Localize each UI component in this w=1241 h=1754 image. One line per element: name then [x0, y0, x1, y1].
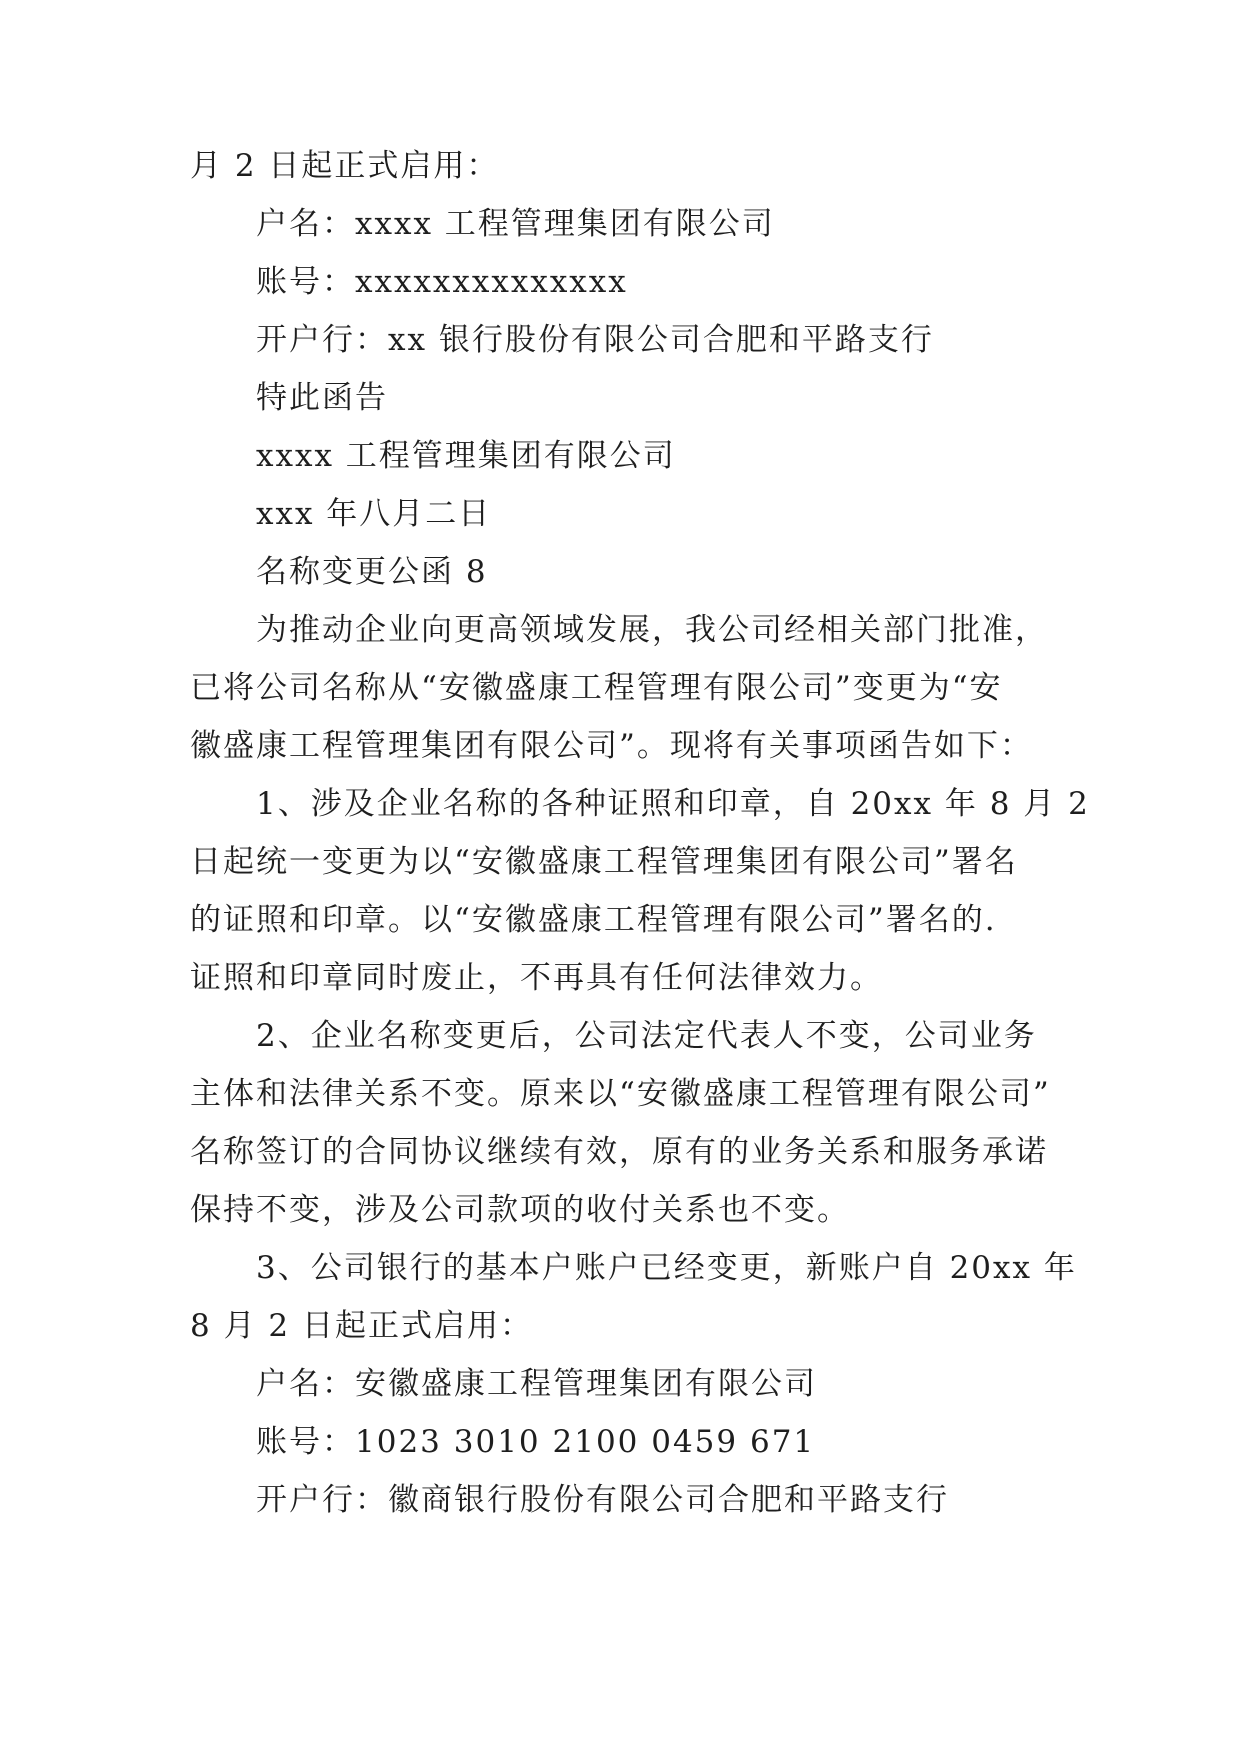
- text-line: 开户行：徽商银行股份有限公司合肥和平路支行: [256, 1482, 949, 1518]
- text-line: 月 2 日起正式启用：: [190, 148, 500, 184]
- text-line: 账号：xxxxxxxxxxxxxx: [256, 264, 628, 300]
- text-line: 8 月 2 日起正式启用：: [190, 1308, 534, 1344]
- text-line: 1、涉及企业名称的各种证照和印章，自 20xx 年 8 月 2: [256, 786, 1090, 822]
- text-line: 已将公司名称从“安徽盛康工程管理有限公司”变更为“安: [190, 670, 1003, 706]
- text-line: 保持不变，涉及公司款项的收付关系也不变。: [190, 1192, 850, 1228]
- text-line: 户名：xxxx 工程管理集团有限公司: [256, 206, 775, 242]
- text-line: 名称变更公函 8: [256, 554, 488, 590]
- text-line: 2、企业名称变更后，公司法定代表人不变，公司业务: [256, 1018, 1037, 1054]
- text-line: 特此函告: [256, 380, 388, 416]
- text-line: 3、公司银行的基本户账户已经变更，新账户自 20xx 年: [256, 1250, 1077, 1286]
- text-line: 为推动企业向更高领域发展，我公司经相关部门批准，: [256, 612, 1048, 648]
- text-line: 户名：安徽盛康工程管理集团有限公司: [256, 1366, 817, 1402]
- text-line: 名称签订的合同协议继续有效，原有的业务关系和服务承诺: [190, 1134, 1048, 1170]
- text-line: xxxx 工程管理集团有限公司: [256, 438, 676, 474]
- text-line: 主体和法律关系不变。原来以“安徽盛康工程管理有限公司”: [190, 1076, 1051, 1112]
- text-line: 的证照和印章。以“安徽盛康工程管理有限公司”署名的.: [190, 902, 997, 938]
- text-line: 账号：1023 3010 2100 0459 671: [256, 1424, 816, 1460]
- text-line: xxx 年八月二日: [256, 496, 492, 532]
- text-line: 徽盛康工程管理集团有限公司”。现将有关事项函告如下：: [190, 728, 1033, 764]
- text-line: 开户行：xx 银行股份有限公司合肥和平路支行: [256, 322, 934, 358]
- text-line: 证照和印章同时废止，不再具有任何法律效力。: [190, 960, 883, 996]
- text-line: 日起统一变更为以“安徽盛康工程管理集团有限公司”署名: [190, 844, 1018, 880]
